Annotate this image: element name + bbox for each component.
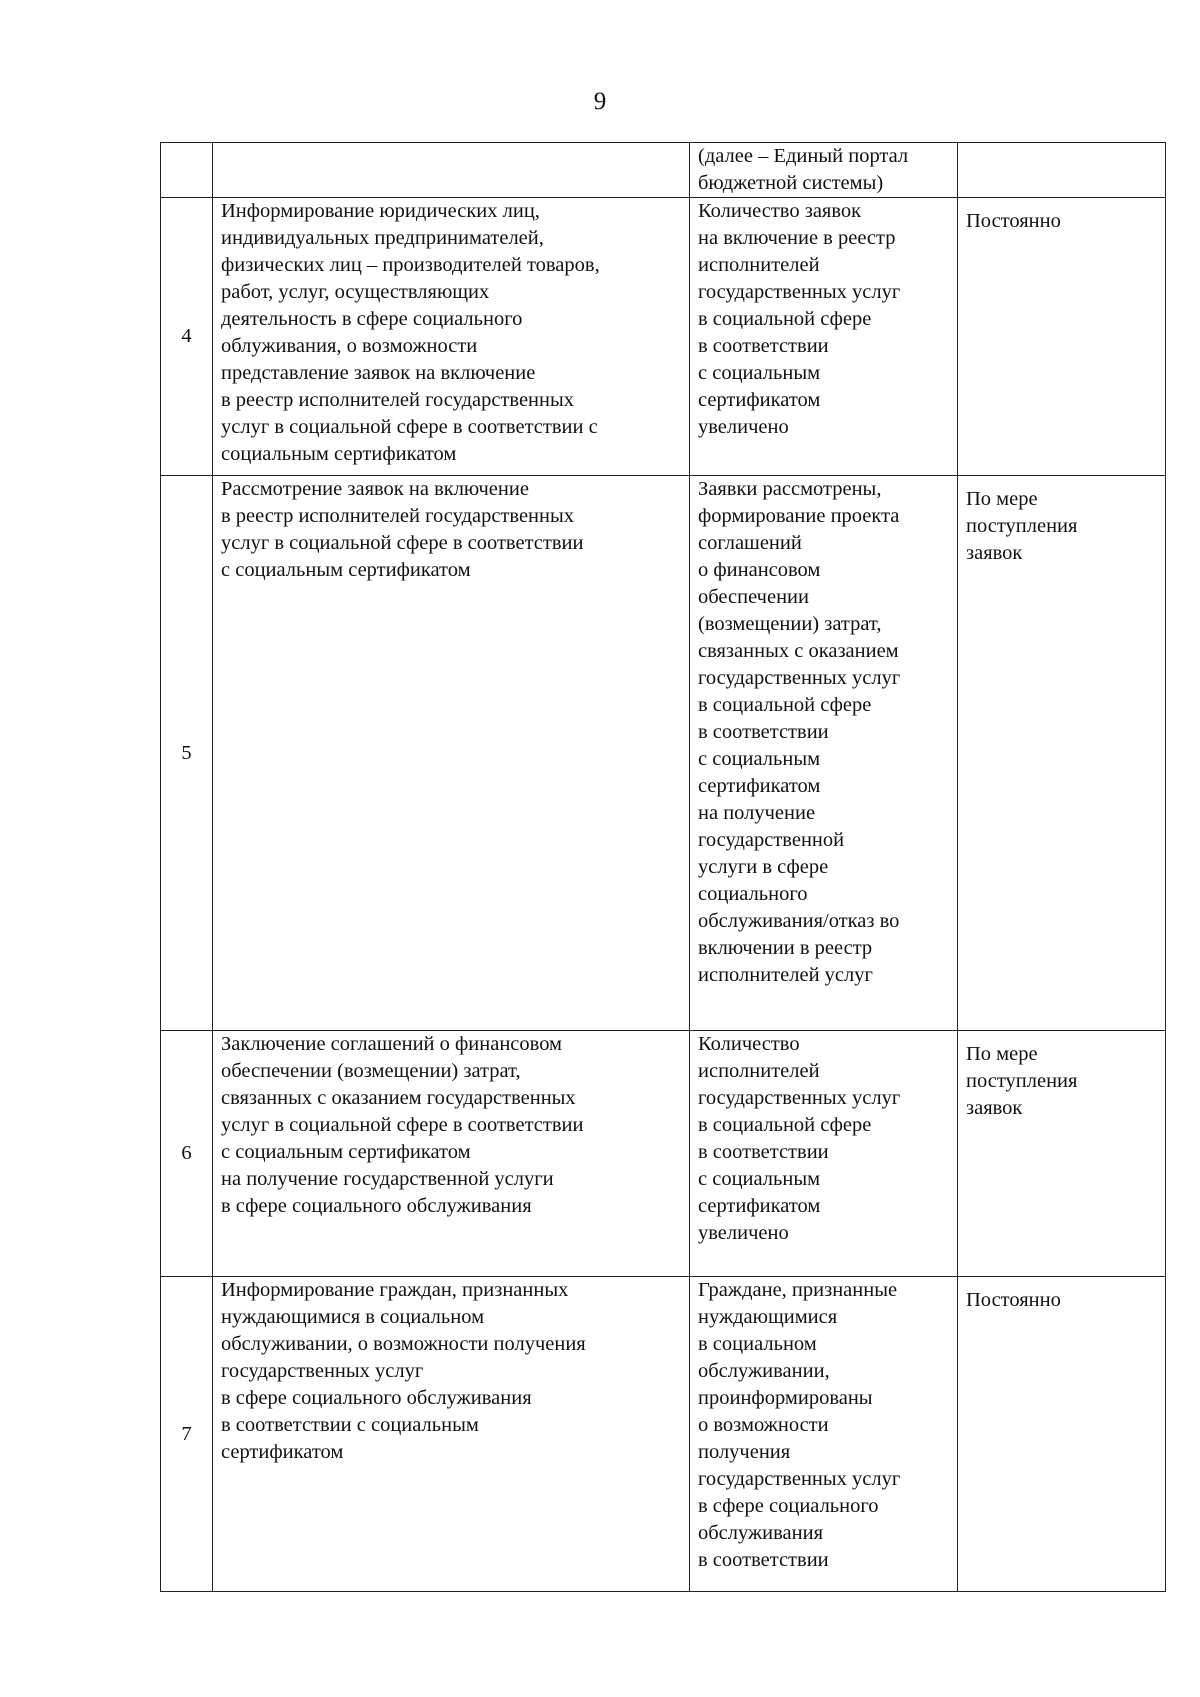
page-number: 9 — [593, 88, 607, 115]
result-cell: Количество исполнителей государственных услуг в социальной сфере в соответствии с социальным сертификатом увеличено — [690, 1031, 958, 1277]
activity-cell: Рассмотрение заявок на включение в реестр исполнителей государственных услуг в социальной сфере в соответствии с социальным сертификатом — [213, 476, 690, 1031]
table-row — [161, 1031, 1166, 1277]
deadline-cell: Постоянно — [958, 1277, 1166, 1592]
activity-cell: Заключение соглашений о финансовом обеспечении (возмещении) затрат, связанных с оказанием государственных услуг в социальной сфере в соответствии с социальным сертификатом на получение государственной услуги в сфере социального обслуживания — [213, 1031, 690, 1277]
table-row — [161, 143, 1166, 198]
result-cell: (далее – Единый портал бюджетной системы) — [690, 143, 958, 198]
deadline-cell: По мере поступления заявок — [958, 1031, 1166, 1277]
plan-table — [160, 142, 1166, 1592]
row-number-cell: 7 — [161, 1277, 213, 1592]
deadline-cell: По мере поступления заявок — [958, 476, 1166, 1031]
row-number-cell: 6 — [161, 1031, 213, 1277]
row-number-cell: 5 — [161, 476, 213, 1031]
row-number-cell: 4 — [161, 198, 213, 476]
result-cell: Заявки рассмотрены, формирование проекта соглашений о финансовом обеспечении (возмещении) затрат, связанных с оказанием государственных услуг в социальной сфере в соответствии с социальным сертификатом на получение государственной услуги в сфере социального обслуживания/отказ во включении в реестр исполнителей услуг — [690, 476, 958, 1031]
result-cell: Граждане, признанные нуждающимися в социальном обслуживании, проинформированы о возможности получения государственных услуг в сфере социального обслуживания в соответствии — [690, 1277, 958, 1592]
activity-cell — [213, 143, 690, 198]
deadline-cell — [958, 143, 1166, 198]
table-row — [161, 198, 1166, 476]
activity-cell: Информирование юридических лиц, индивидуальных предпринимателей, физических лиц – производителей товаров, работ, услуг, осуществляющих деятельность в сфере социального облуживания, о возможности представление заявок на включение в реестр исполнителей государственных услуг в социальной сфере в соответствии с социальным сертификатом — [213, 198, 690, 476]
row-number-cell — [161, 143, 213, 198]
deadline-cell: Постоянно — [958, 198, 1166, 476]
table-row — [161, 476, 1166, 1031]
result-cell: Количество заявок на включение в реестр исполнителей государственных услуг в социальной сфере в соответствии с социальным сертификатом увеличено — [690, 198, 958, 476]
activity-cell: Информирование граждан, признанных нуждающимися в социальном обслуживании, о возможности получения государственных услуг в сфере социального обслуживания в соответствии с социальным сертификатом — [213, 1277, 690, 1592]
table-row — [161, 1277, 1166, 1592]
